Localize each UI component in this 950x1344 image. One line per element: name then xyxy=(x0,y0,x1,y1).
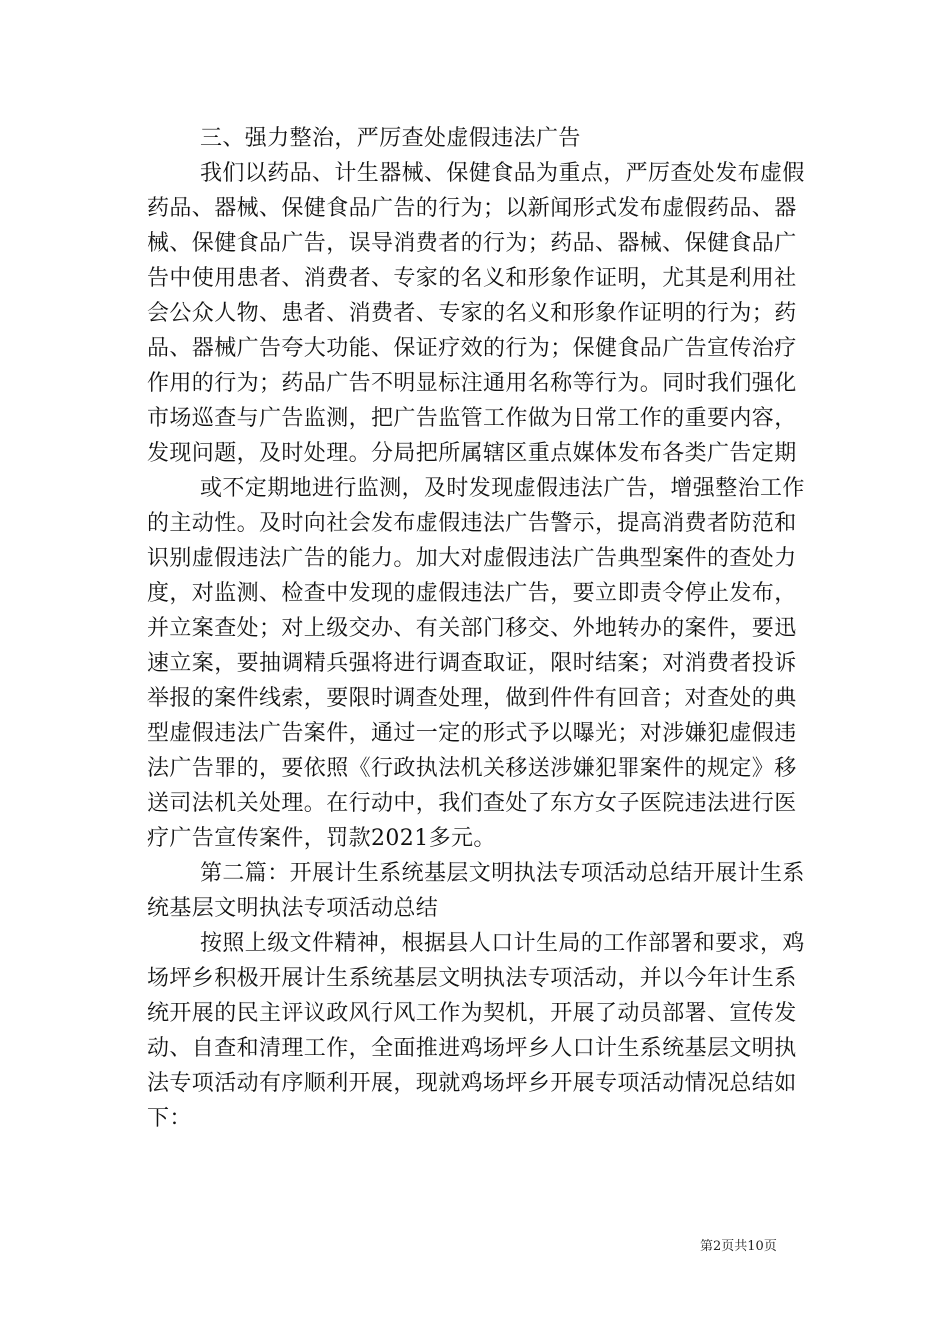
paragraph-line: 送司法机关处理。在行动中，我们查处了东方女子医院违法进行医 xyxy=(147,791,797,816)
paragraph-line: 下： xyxy=(147,1106,192,1131)
paragraph-line: 作用的行为；药品广告不明显标注通用名称等行为。同时我们强化 xyxy=(147,371,797,396)
paragraph-line: 识别虚假违法广告的能力。加大对虚假违法广告典型案件的查处力 xyxy=(147,546,797,571)
paragraph-line: 的主动性。及时向社会发布虚假违法广告警示，提高消费者防范和 xyxy=(147,511,797,536)
paragraph-line: 我们以药品、计生器械、保健食品为重点，严厉查处发布虚假 xyxy=(200,161,805,186)
paragraph-line: 速立案，要抽调精兵强将进行调查取证，限时结案；对消费者投诉 xyxy=(147,651,797,676)
paragraph-line: 药品、器械、保健食品广告的行为；以新闻形式发布虚假药品、器 xyxy=(147,196,797,221)
paragraph-line: 并立案查处；对上级交办、有关部门移交、外地转办的案件，要迅 xyxy=(147,616,797,641)
paragraph-line: 型虚假违法广告案件，通过一定的形式予以曝光；对涉嫌犯虚假违 xyxy=(147,721,797,746)
paragraph-line: 或不定期地进行监测，及时发现虚假违法广告，增强整治工作 xyxy=(200,476,805,501)
paragraph-line: 会公众人物、患者、消费者、专家的名义和形象作证明的行为；药 xyxy=(147,301,797,326)
paragraph-line: 市场巡查与广告监测，把广告监管工作做为日常工作的重要内容， xyxy=(147,406,797,431)
paragraph-line: 法专项活动有序顺利开展，现就鸡场坪乡开展专项活动情况总结如 xyxy=(147,1071,797,1096)
paragraph-line: 度，对监测、检查中发现的虚假违法广告，要立即责令停止发布， xyxy=(147,581,797,606)
paragraph-line: 发现问题，及时处理。分局把所属辖区重点媒体发布各类广告定期 xyxy=(147,441,797,466)
chapter-title-line: 第二篇：开展计生系统基层文明执法专项活动总结开展计生系 xyxy=(200,861,805,886)
page-number-footer: 第2页共10页 xyxy=(700,1239,777,1254)
paragraph-line: 品、器械广告夸大功能、保证疗效的行为；保健食品广告宣传治疗 xyxy=(147,336,797,361)
paragraph-line: 械、保健食品广告，误导消费者的行为；药品、器械、保健食品广 xyxy=(147,231,797,256)
paragraph-line: 场坪乡积极开展计生系统基层文明执法专项活动，并以今年计生系 xyxy=(147,966,797,991)
paragraph-line: 疗广告宣传案件，罚款2021多元。 xyxy=(147,826,496,851)
paragraph-line: 统开展的民主评议政风行风工作为契机，开展了动员部署、宣传发 xyxy=(147,1001,797,1026)
section-heading: 三、强力整治，严厉查处虚假违法广告 xyxy=(200,126,581,151)
paragraph-line: 告中使用患者、消费者、专家的名义和形象作证明，尤其是利用社 xyxy=(147,266,797,291)
paragraph-line: 举报的案件线索，要限时调查处理，做到件件有回音；对查处的典 xyxy=(147,686,797,711)
paragraph-line: 动、自查和清理工作，全面推进鸡场坪乡人口计生系统基层文明执 xyxy=(147,1036,797,1061)
paragraph-line: 按照上级文件精神，根据县人口计生局的工作部署和要求，鸡 xyxy=(200,931,805,956)
paragraph-line: 法广告罪的，要依照《行政执法机关移送涉嫌犯罪案件的规定》移 xyxy=(147,756,797,781)
chapter-title-line: 统基层文明执法专项活动总结 xyxy=(147,896,439,921)
